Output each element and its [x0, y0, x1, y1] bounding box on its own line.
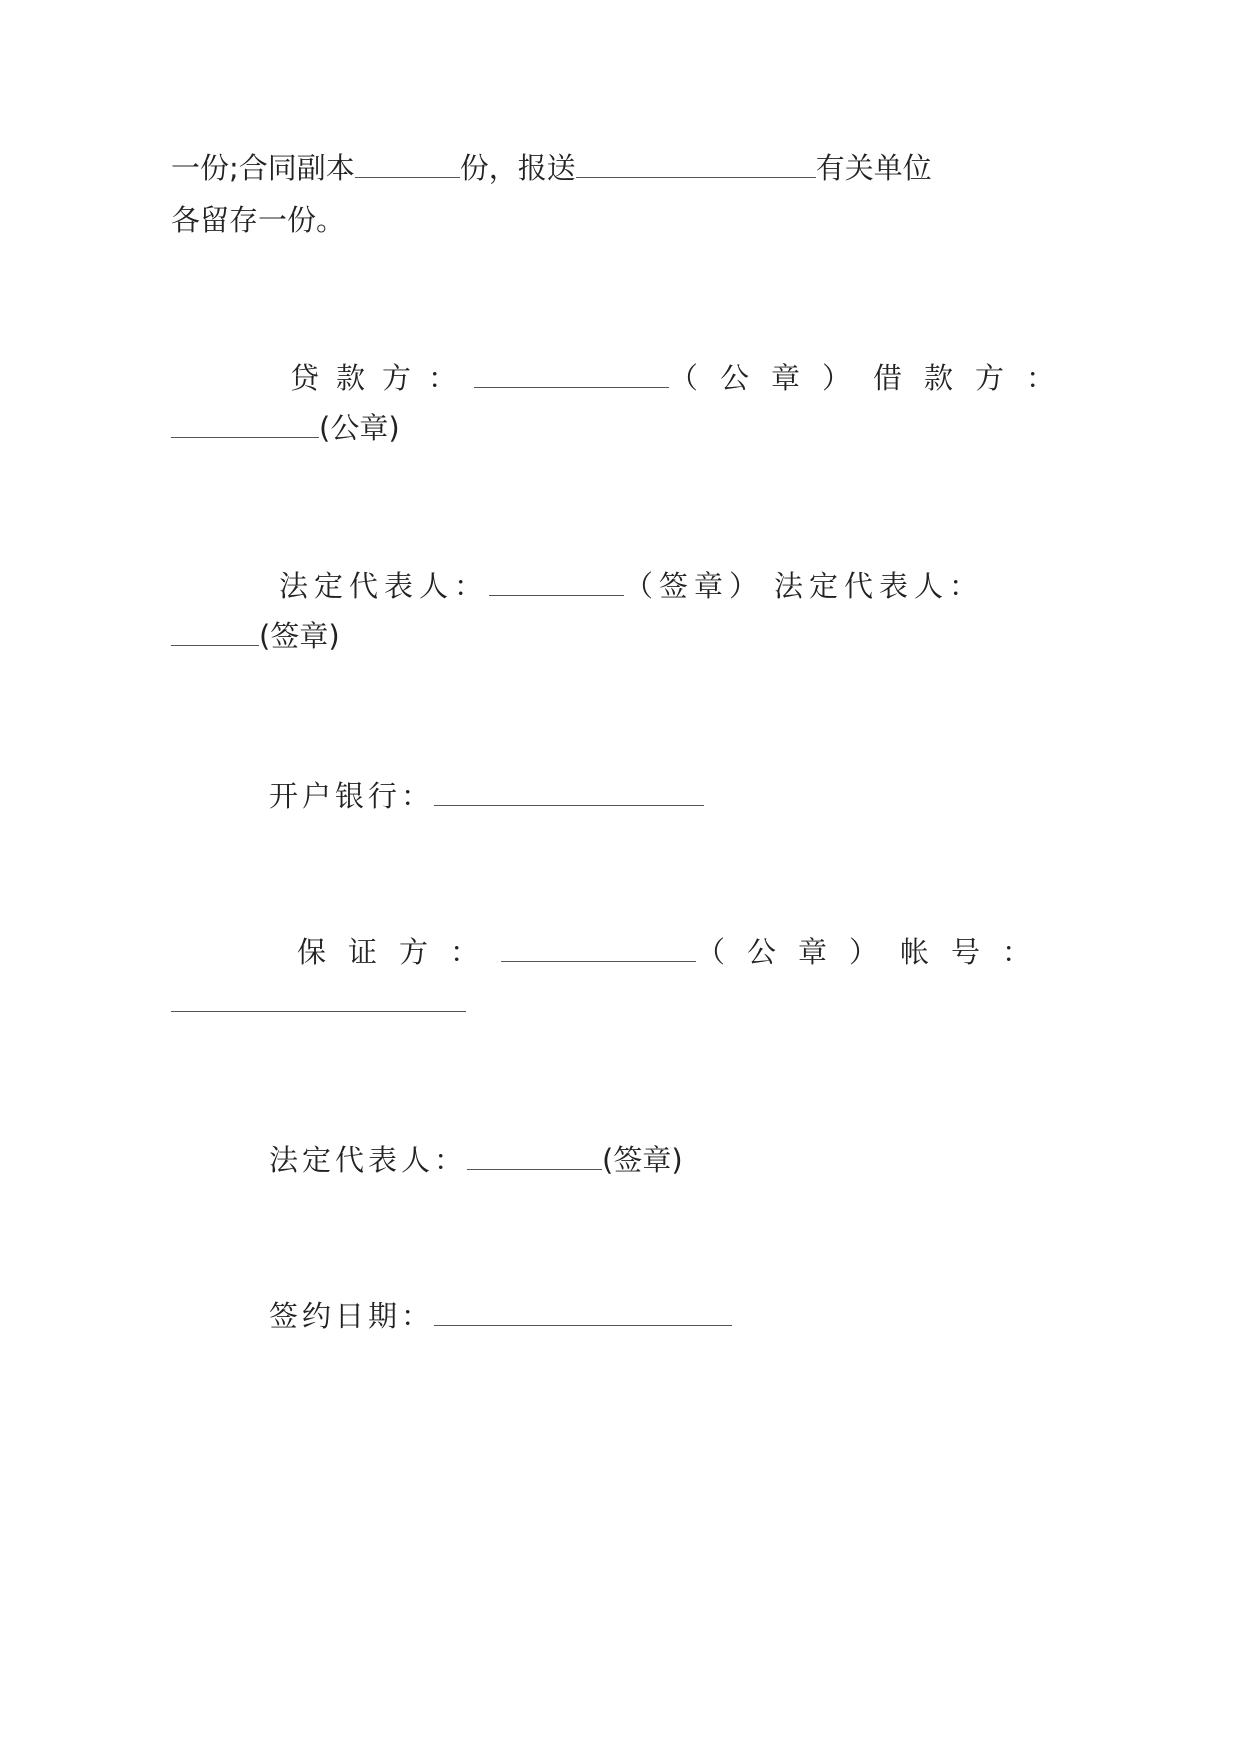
date-line [269, 1296, 732, 1336]
guarantor-label: 保证方： [297, 935, 502, 969]
recipient-blank[interactable] [576, 151, 816, 178]
bank-blank[interactable] [434, 779, 704, 806]
date-label: 签约日期： [269, 1299, 435, 1333]
borrower-line [171, 408, 400, 448]
borrower-blank[interactable] [171, 411, 319, 438]
copy-count-blank[interactable] [355, 151, 460, 178]
legal-rep-blank-2[interactable] [171, 619, 259, 646]
bank-line [269, 776, 704, 816]
lender-seal: （公章） [669, 361, 874, 395]
date-blank[interactable] [434, 1299, 732, 1326]
account-blank[interactable] [171, 985, 466, 1012]
paragraph-line-1 [171, 148, 932, 188]
lender-blank[interactable] [474, 361, 669, 388]
legal-rep-sign-2: (签章) [259, 619, 340, 653]
legal-rep-label: 法定代表人： [279, 569, 490, 603]
paragraph-text: 一份;合同副本 [171, 151, 355, 185]
legal-rep-label-2: 法定代表人： [774, 569, 985, 603]
borrower-seal: (公章) [319, 411, 400, 445]
legal-rep-line-2 [269, 1140, 683, 1180]
account-line [171, 982, 466, 1022]
legal-rep-line-1b [171, 616, 340, 656]
borrower-label: 借款方： [873, 361, 1078, 395]
lender-line [290, 358, 1077, 398]
guarantor-blank[interactable] [501, 935, 696, 962]
lender-label: 贷款方： [290, 361, 475, 395]
guarantor-seal: （公章） [696, 935, 901, 969]
bank-label: 开户银行： [269, 779, 435, 813]
paragraph-text: 份，报送 [459, 151, 576, 185]
account-label: 帐号： [900, 935, 1054, 969]
paragraph-line-2 [171, 200, 345, 240]
guarantor-line [297, 932, 1053, 972]
legal-rep-line-1 [279, 566, 984, 606]
legal-rep-blank[interactable] [489, 569, 624, 596]
paragraph-text: 各留存一份。 [171, 203, 346, 237]
legal-rep-label-3: 法定代表人： [269, 1143, 468, 1177]
paragraph-text: 有关单位 [815, 151, 932, 185]
legal-rep-sign-3: (签章) [602, 1143, 683, 1177]
legal-rep-blank-3[interactable] [467, 1143, 602, 1170]
legal-rep-sign: （签章） [624, 569, 765, 603]
